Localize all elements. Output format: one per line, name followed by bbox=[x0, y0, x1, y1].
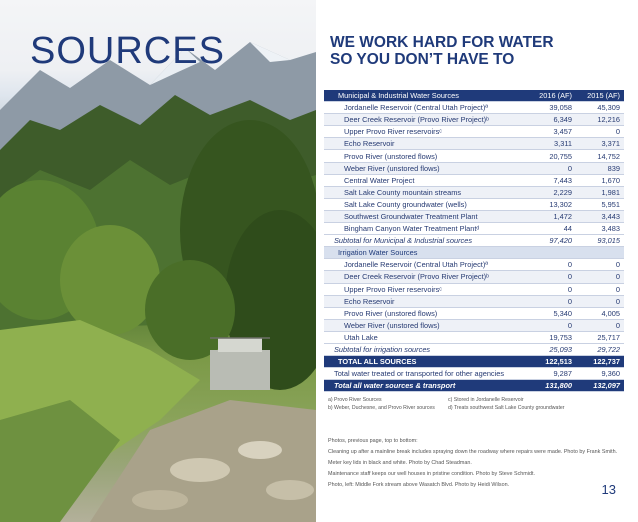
table-cell-v2: 0 bbox=[615, 284, 620, 294]
table-cell-v2: 0 bbox=[615, 320, 620, 330]
mi-subtotal-2015: 93,015 bbox=[597, 236, 620, 246]
headline-line-1: WE WORK HARD FOR WATER bbox=[330, 34, 554, 51]
table-row bbox=[324, 223, 624, 235]
table-cell-v1: 3,311 bbox=[554, 139, 572, 149]
credit-line-1: Cleaning up after a mainline break includes spraying down the roadway where repairs were made. Photo by Frank Smith. bbox=[328, 449, 618, 455]
irr-subtotal-2016: 25,093 bbox=[549, 345, 572, 355]
table-cell-label: Echo Reservoir bbox=[344, 296, 395, 306]
table-row bbox=[324, 163, 624, 175]
credit-line-4: Photo, left: Middle Fork stream above Wasatch Blvd. Photo by Heidi Wilson. bbox=[328, 482, 510, 488]
table-row bbox=[324, 138, 624, 150]
table-row bbox=[324, 114, 624, 126]
other-2015: 9,360 bbox=[601, 369, 620, 379]
table-cell-v1: 0 bbox=[567, 320, 572, 330]
table-cell-v2: 0 bbox=[615, 127, 620, 137]
irrigation-rows bbox=[324, 259, 624, 344]
table-cell-v1: 6,349 bbox=[553, 115, 572, 125]
irrigation-header-label: Irrigation Water Sources bbox=[338, 248, 418, 258]
table-row bbox=[324, 187, 624, 199]
header-col-2015: 2015 (AF) bbox=[587, 91, 620, 101]
table-row bbox=[324, 199, 624, 211]
table-cell-v1: 39,058 bbox=[549, 103, 572, 113]
page-title: SOURCES bbox=[30, 30, 225, 72]
table-cell-label: Jordanelle Reservoir (Central Utah Project)ª bbox=[344, 260, 489, 270]
table-row bbox=[324, 332, 624, 344]
table-cell-v1: 44 bbox=[563, 224, 572, 234]
grand-2016: 131,800 bbox=[545, 381, 572, 391]
table-row bbox=[324, 308, 624, 320]
headline bbox=[330, 34, 554, 68]
table-cell-v2: 14,752 bbox=[597, 151, 620, 161]
credit-line-2: Meter key lids in black and white. Photo by Chad Steadman. bbox=[328, 460, 472, 466]
table-cell-v1: 0 bbox=[567, 284, 572, 294]
table-cell-v2: 1,670 bbox=[601, 175, 620, 185]
table-cell-label: Deer Creek Reservoir (Provo River Project)ᵇ bbox=[344, 115, 489, 125]
footnote-a: a) Provo River Sources bbox=[328, 397, 382, 403]
table-cell-v1: 0 bbox=[567, 260, 572, 270]
table-row bbox=[324, 126, 624, 138]
table-cell-label: Salt Lake County mountain streams bbox=[344, 187, 462, 197]
table-cell-label: Weber River (unstored flows) bbox=[344, 163, 440, 173]
mi-subtotal-2016: 97,420 bbox=[549, 236, 572, 246]
table-cell-v1: 2,229 bbox=[553, 187, 572, 197]
table-cell-v2: 0 bbox=[615, 296, 620, 306]
mi-subtotal-label: Subtotal for Municipal & Industrial sources bbox=[334, 236, 473, 246]
table-cell-v1: 7,443 bbox=[553, 175, 572, 185]
headline-line-2: SO YOU DON’T HAVE TO bbox=[330, 51, 515, 68]
irr-subtotal-row bbox=[324, 344, 624, 356]
table-cell-v2: 45,309 bbox=[597, 103, 620, 113]
table-cell-v1: 13,302 bbox=[549, 199, 572, 209]
table-cell-label: Provo River (unstored flows) bbox=[344, 308, 438, 318]
table-cell-v2: 0 bbox=[615, 272, 620, 282]
table-cell-v2: 3,483 bbox=[601, 224, 620, 234]
table-cell-v2: 3,443 bbox=[601, 211, 620, 221]
table-row bbox=[324, 175, 624, 187]
table-row bbox=[324, 259, 624, 271]
table-cell-v1: 1,472 bbox=[553, 211, 572, 221]
photo-credits bbox=[328, 436, 618, 491]
table-cell-v2: 1,981 bbox=[601, 187, 620, 197]
page-number: 13 bbox=[601, 482, 616, 497]
municipal-rows bbox=[324, 102, 624, 235]
header-col-2016: 2016 (AF) bbox=[539, 91, 572, 101]
footnote-b: b) Weber, Duchesne, and Provo River sources bbox=[328, 405, 435, 411]
table-header-row bbox=[324, 90, 624, 102]
footnotes bbox=[328, 396, 628, 412]
table-cell-label: Salt Lake County groundwater (wells) bbox=[344, 199, 467, 209]
table-cell-v1: 3,457 bbox=[553, 127, 572, 137]
table-row bbox=[324, 296, 624, 308]
table-cell-v1: 5,340 bbox=[553, 308, 572, 318]
table-cell-v1: 20,755 bbox=[549, 151, 572, 161]
header-label: Municipal & Industrial Water Sources bbox=[338, 91, 459, 101]
table-cell-label: Central Water Project bbox=[344, 175, 415, 185]
other-label: Total water treated or transported for other agencies bbox=[334, 369, 505, 379]
credit-line-3: Maintenance staff keeps our well houses in pristine condition. Photo by Steve Schmidt. bbox=[328, 471, 535, 477]
other-2016: 9,287 bbox=[553, 369, 572, 379]
table-cell-v2: 3,371 bbox=[601, 139, 620, 149]
table-cell-label: Jordanelle Reservoir (Central Utah Project)ª bbox=[344, 103, 489, 113]
total-2016: 122,513 bbox=[545, 357, 572, 367]
table-row bbox=[324, 284, 624, 296]
content-panel bbox=[316, 0, 638, 522]
table-cell-v2: 4,005 bbox=[601, 308, 620, 318]
irr-subtotal-2015: 29,722 bbox=[597, 345, 620, 355]
water-sources-table bbox=[324, 90, 624, 392]
table-cell-label: Deer Creek Reservoir (Provo River Project)ᵇ bbox=[344, 272, 489, 282]
table-cell-v1: 0 bbox=[567, 272, 572, 282]
footnote-d: d) Treats southwest Salt Lake County groundwater bbox=[448, 405, 565, 411]
table-cell-v2: 0 bbox=[615, 260, 620, 270]
table-cell-v2: 25,717 bbox=[597, 332, 620, 342]
table-row bbox=[324, 150, 624, 162]
table-cell-label: Weber River (unstored flows) bbox=[344, 320, 440, 330]
table-cell-label: Provo River (unstored flows) bbox=[344, 151, 438, 161]
credits-heading: Photos, previous page, top to bottom: bbox=[328, 438, 418, 444]
table-cell-v2: 5,951 bbox=[601, 199, 620, 209]
table-cell-label: Upper Provo River reservoirsᶜ bbox=[344, 127, 442, 137]
total-all-sources-row bbox=[324, 356, 624, 368]
grand-2015: 132,097 bbox=[593, 381, 620, 391]
irr-subtotal-label: Subtotal for irrigation sources bbox=[334, 345, 431, 355]
table-row bbox=[324, 271, 624, 283]
table-cell-label: Southwest Groundwater Treatment Plant bbox=[344, 211, 478, 221]
table-cell-v1: 19,753 bbox=[549, 332, 572, 342]
total-2015: 122,737 bbox=[593, 357, 620, 367]
table-cell-v1: 0 bbox=[567, 163, 572, 173]
irrigation-header-row bbox=[324, 247, 624, 259]
other-agencies-row bbox=[324, 368, 624, 380]
grand-total-row bbox=[324, 380, 624, 392]
table-cell-label: Bingham Canyon Water Treatment Plantᵈ bbox=[344, 224, 480, 234]
table-cell-v2: 12,216 bbox=[597, 115, 620, 125]
table-cell-label: Utah Lake bbox=[344, 332, 378, 342]
table-cell-label: Upper Provo River reservoirsᶜ bbox=[344, 284, 442, 294]
table-cell-v2: 839 bbox=[607, 163, 620, 173]
mi-subtotal-row bbox=[324, 235, 624, 247]
footnote-c: c) Stored in Jordanelle Reservoir bbox=[448, 397, 524, 403]
table-row bbox=[324, 102, 624, 114]
hero-photo bbox=[0, 0, 316, 522]
table-cell-label: Echo Reservoir bbox=[344, 139, 395, 149]
table-row bbox=[324, 211, 624, 223]
table-row bbox=[324, 320, 624, 332]
table-cell-v1: 0 bbox=[567, 296, 572, 306]
grand-label: Total all water sources & transport bbox=[334, 381, 456, 391]
total-label: TOTAL ALL SOURCES bbox=[338, 357, 417, 367]
